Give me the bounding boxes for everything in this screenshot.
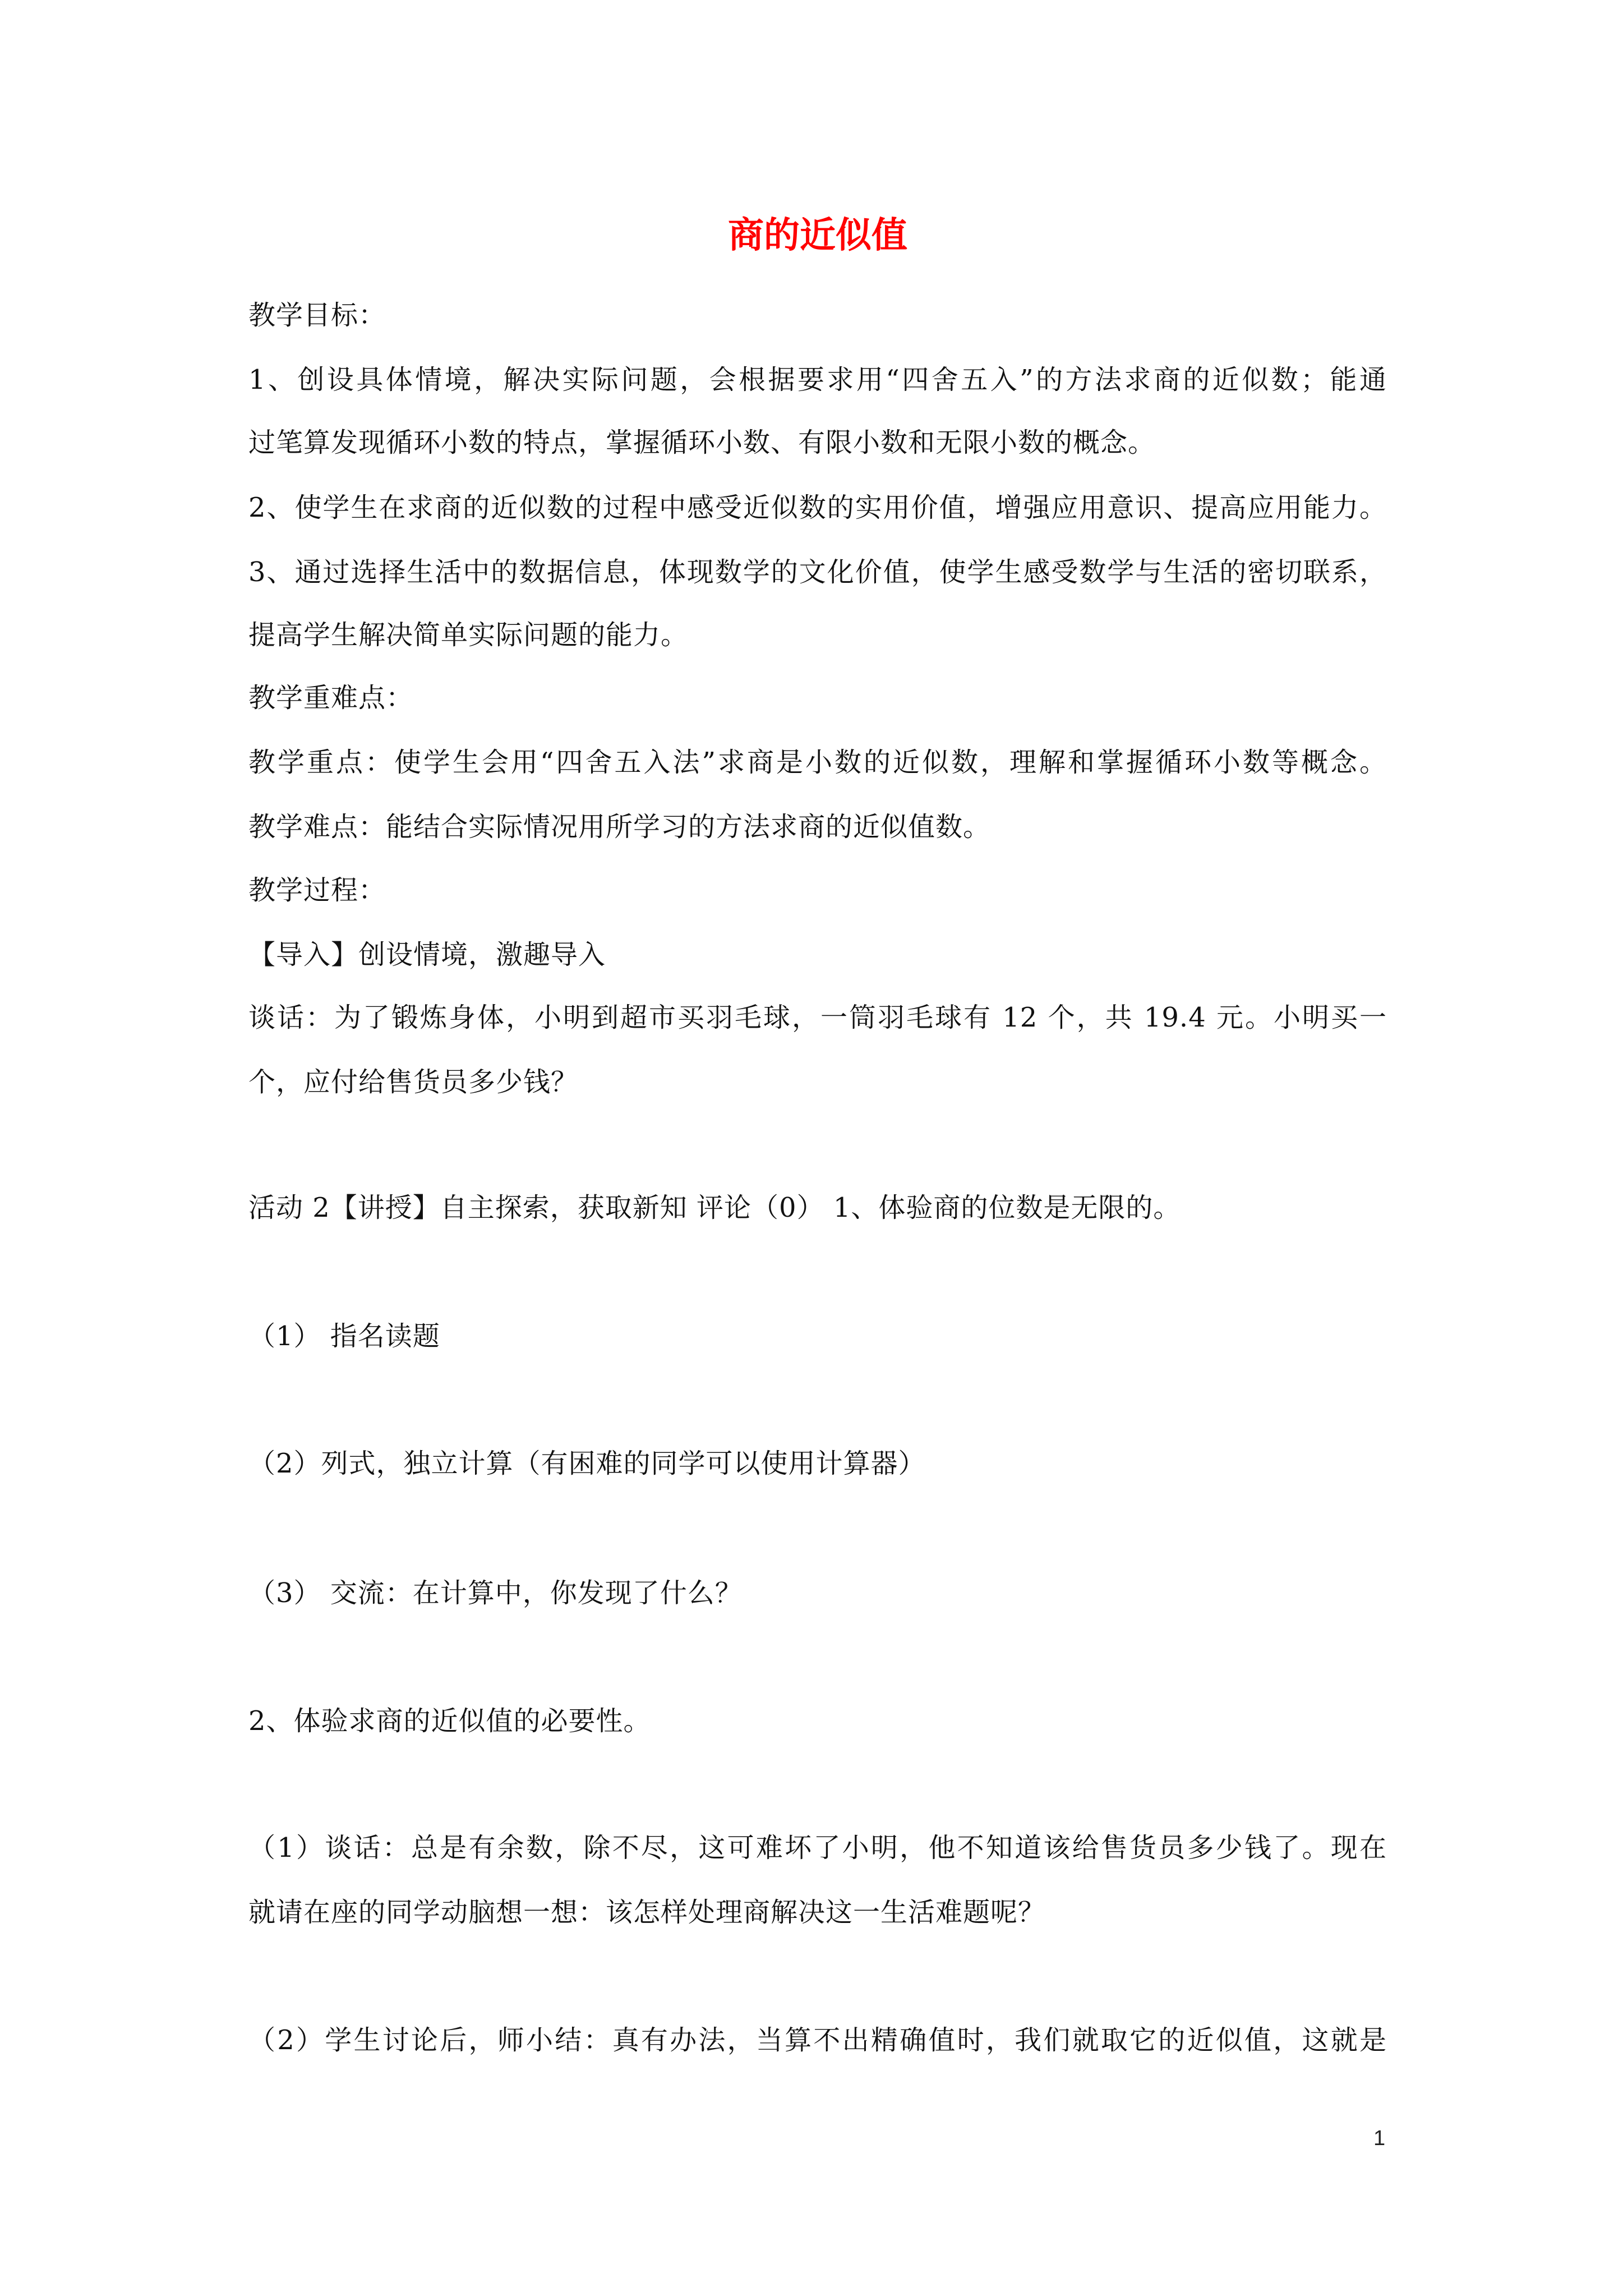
section-heading-process: 教学过程： (248, 875, 386, 906)
intro-dialogue-line-2: 个，应付给售货员多少钱？ (248, 1066, 579, 1098)
part-2-step-1-line-1: （1）谈话：总是有余数，除不尽，这可难坏了小明，他不知道该给售货员多少钱了。现在 (248, 1832, 1387, 1864)
goal-line-1b: 过笔算发现循环小数的特点，掌握循环小数、有限小数和无限小数的概念。 (248, 427, 1156, 458)
step-1-line: （1） 指名读题 (248, 1320, 440, 1352)
document-title: 商的近似值 (728, 214, 907, 256)
intro-heading: 【导入】创设情境，激趣导入 (248, 939, 606, 970)
step-3-line: （3） 交流：在计算中，你发现了什么？ (248, 1577, 743, 1609)
goal-line-2: 2、使学生在求商的近似数的过程中感受近似数的实用价值，增强应用意识、提高应用能力。 (248, 492, 1387, 523)
part-2-step-1-line-2: 就请在座的同学动脑想一想：该怎样处理商解决这一生活难题呢？ (248, 1897, 1046, 1928)
goal-line-3a: 3、通过选择生活中的数据信息，体现数学的文化价值，使学生感受数学与生活的密切联系， (248, 556, 1387, 588)
section-heading-key-points: 教学重难点： (248, 682, 414, 714)
part-2-heading: 2、体验求商的近似值的必要性。 (248, 1705, 651, 1737)
difficult-point-line: 教学难点：能结合实际情况用所学习的方法求商的近似值数。 (248, 811, 991, 843)
goal-line-1a: 1、创设具体情境，解决实际问题，会根据要求用“四舍五入”的方法求商的近似数；能通 (248, 364, 1387, 395)
page-number: 1 (1373, 2127, 1386, 2150)
key-point-line: 教学重点：使学生会用“四舍五入法”求商是小数的近似数，理解和掌握循环小数等概念。 (248, 747, 1387, 778)
activity-2-line: 活动 2【讲授】自主探索，获取新知 评论（0） 1、体验商的位数是无限的。 (248, 1192, 1181, 1223)
goal-line-3b: 提高学生解决简单实际问题的能力。 (248, 619, 689, 651)
part-2-step-2-line: （2）学生讨论后，师小结：真有办法，当算不出精确值时，我们就取它的近似值，这就是 (248, 2024, 1387, 2056)
step-2-line: （2）列式，独立计算（有困难的同学可以使用计算器） (248, 1448, 926, 1479)
section-heading-goals: 教学目标： (248, 300, 386, 331)
intro-dialogue-line-1: 谈话：为了锻炼身体，小明到超市买羽毛球，一筒羽毛球有 12 个，共 19.4 元。小明买一 (248, 1002, 1387, 1033)
